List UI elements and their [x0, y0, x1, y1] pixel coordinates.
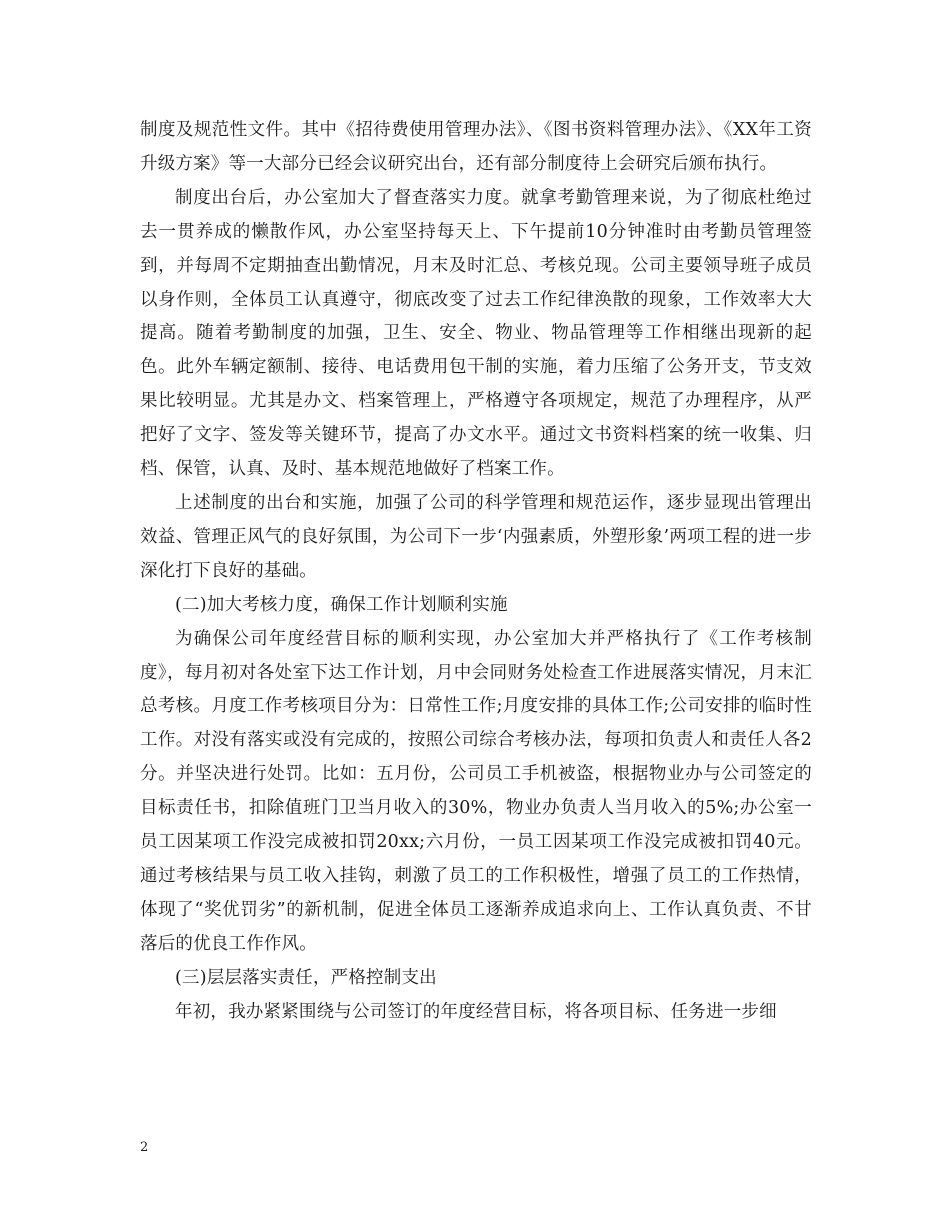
paragraph: 年初，我办紧紧围绕与公司签订的年度经营目标，将各项目标、任务进一步细: [175, 1001, 777, 1022]
page-number: 2: [140, 1140, 149, 1155]
paragraph: 制度出台后，办公室加大了督查落实力度。就拿考勤管理来说，为了彻底杜绝过去一贯养成的懒散作风，办公室坚持每天上、下午提前10分钟准时由考勤员管理签到，并每周不定期抽查出勤情况，月末及时汇总、考核兑现。公司主要领导班子成员以身作则，全体员工认真遵守，彻底改变了过去工作纪律涣散的现象，工作效率大大提高。随着考勤制度的加强，卫生、安全、物业、物品管理等工作相继出现新的起色。此外车辆定额制、接待、电话费用包干制的实施，着力压缩了公务开支，节支效果比较明显。尤其是办文、档案管理上，严格遵守各项规定，规范了办理程序，从严把好了文字、签发等关键环节，提高了办文水平。通过文书资料档案的统一收集、归档、保管，认真、及时、基本规范地做好了档案工作。: [140, 187, 812, 480]
paragraph: 为确保公司年度经营目标的顺利实现，办公室加大并严格执行了《工作考核制度》，每月初对各处室下达工作计划，月中会同财务处检查工作进展落实情况，月末汇总考核。月度工作考核项目分为：日常性工作;月度安排的具体工作;公司安排的临时性工作。对没有落实或没有完成的，按照公司综合考核办法，每项扣负责人和责任人各2分。并坚决进行处罚。比如：五月份，公司员工手机被盗，根据物业办与公司签定的目标责任书，扣除值班门卫当月收入的30%，物业办负责人当月收入的5%;办公室一员工因某项工作没完成被扣罚20xx;六月份，一员工因某项工作没完成被扣罚40元。通过考核结果与员工收入挂钩，刺激了员工的工作积极性，增强了员工的工作热情，体现了“奖优罚劣”的新机制，促进全体员工逐渐养成追求向上、工作认真负责、不甘落后的优良工作作风。: [140, 628, 812, 954]
paragraph: 制度及规范性文件。其中《招待费使用管理办法》、《图书资料管理办法》、《XX年工资升级方案》等一大部分已经会议研究出台，还有部分制度待上会研究后颁布执行。: [140, 120, 812, 174]
section-heading: (二)加大考核力度，确保工作计划顺利实施: [175, 594, 508, 615]
document-body: [140, 114, 812, 1029]
paragraph: 上述制度的出台和实施，加强了公司的科学管理和规范运作，逐步显现出管理出效益、管理正风气的良好氛围，为公司下一步‘内强素质，外塑形象’两项工程的进一步深化打下良好的基础。: [140, 492, 812, 581]
section-heading: (三)层层落实责任，严格控制支出: [175, 967, 437, 988]
